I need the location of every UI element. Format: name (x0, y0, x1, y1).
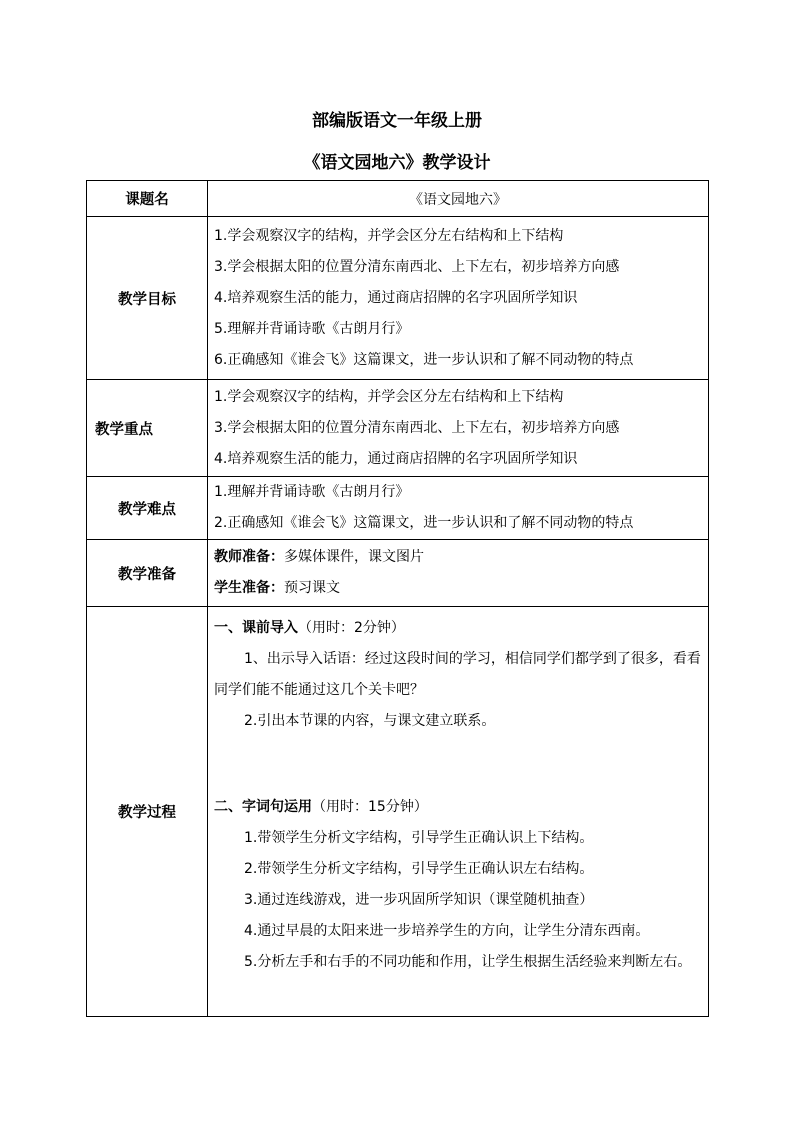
section2-item: 5.分析左手和右手的不同功能和作用，让学生根据生活经验来判断左右。 (244, 954, 692, 970)
process-content (208, 607, 709, 1017)
section2-title: 二、字词句运用 (214, 799, 312, 815)
section2-time: （用时：15分钟） (312, 799, 428, 815)
focus-item: 4.培养观察生活的能力，通过商店招牌的名字巩固所学知识 (214, 450, 578, 467)
document-title: 部编版语文一年级上册 (312, 111, 482, 131)
difficulty-label: 教学难点 (87, 477, 208, 540)
goal-item: 5.理解并背诵诗歌《古朗月行》 (214, 320, 410, 337)
section1-item: 1、出示导入话语：经过这段时间的学习，相信同学们都学到了很多，看看同学们能不能通过这几个关卡吧？ (214, 651, 701, 698)
difficulty-item: 2.正确感知《谁会飞》这篇课文，进一步认识和了解不同动物的特点 (214, 515, 634, 531)
section2-item: 4.通过早晨的太阳来进一步培养学生的方向，让学生分清东西南。 (244, 923, 650, 939)
goals-content (208, 217, 709, 380)
goal-item: 3.学会根据太阳的位置分清东南西北、上下左右，初步培养方向感 (214, 258, 620, 275)
section1-title: 一、课前导入 (214, 620, 298, 636)
student-prep-label: 学生准备： (214, 580, 284, 596)
teacher-prep-label: 教师准备： (214, 549, 284, 565)
teacher-prep (208, 542, 708, 573)
topic-row (87, 181, 709, 217)
teacher-prep-value: 多媒体课件，课文图片 (284, 549, 424, 565)
goal-item: 6.正确感知《谁会飞》这篇课文，进一步认识和了解不同动物的特点 (214, 351, 634, 368)
goal-item: 1.学会观察汉字的结构，并学会区分左右结构和上下结构 (214, 227, 564, 244)
focus-item: 1.学会观察汉字的结构，并学会区分左右结构和上下结构 (214, 388, 564, 405)
goal-item: 4.培养观察生活的能力，通过商店招牌的名字巩固所学知识 (214, 289, 578, 306)
section1-item: 2.引出本节课的内容，与课文建立联系。 (244, 713, 496, 729)
section2-item: 1.带领学生分析文字结构，引导学生正确认识上下结构。 (244, 830, 594, 846)
prep-content (208, 540, 709, 607)
goals-row (87, 217, 709, 380)
process-label: 教学过程 (87, 607, 208, 1017)
section2-item: 3.通过连线游戏，进一步巩固所学知识（课堂随机抽查） (244, 892, 594, 908)
focus-item: 3.学会根据太阳的位置分清东南西北、上下左右，初步培养方向感 (214, 419, 620, 436)
student-prep (208, 573, 708, 604)
topic-label: 课题名 (87, 181, 208, 217)
focus-content (208, 380, 709, 477)
process-row (87, 607, 709, 1017)
document-subtitle: 《语文园地六》教学设计 (303, 153, 491, 173)
section2-item: 2.带领学生分析文字结构，引导学生正确认识左右结构。 (244, 861, 594, 877)
prep-row (87, 540, 709, 607)
topic-value: 《语文园地六》 (208, 181, 709, 217)
difficulty-row (87, 477, 709, 540)
difficulty-item: 1.理解并背诵诗歌《古朗月行》 (214, 484, 410, 500)
focus-label: 教学重点 (87, 380, 208, 477)
section1-time: （用时：2分钟） (298, 620, 405, 636)
section2-heading (214, 792, 702, 823)
spacer (214, 737, 702, 792)
student-prep-value: 预习课文 (284, 580, 340, 596)
goals-label: 教学目标 (87, 217, 208, 380)
lesson-plan-table (86, 180, 709, 1017)
section1-heading (214, 613, 702, 644)
prep-label: 教学准备 (87, 540, 208, 607)
focus-row (87, 380, 709, 477)
difficulty-content (208, 477, 709, 540)
